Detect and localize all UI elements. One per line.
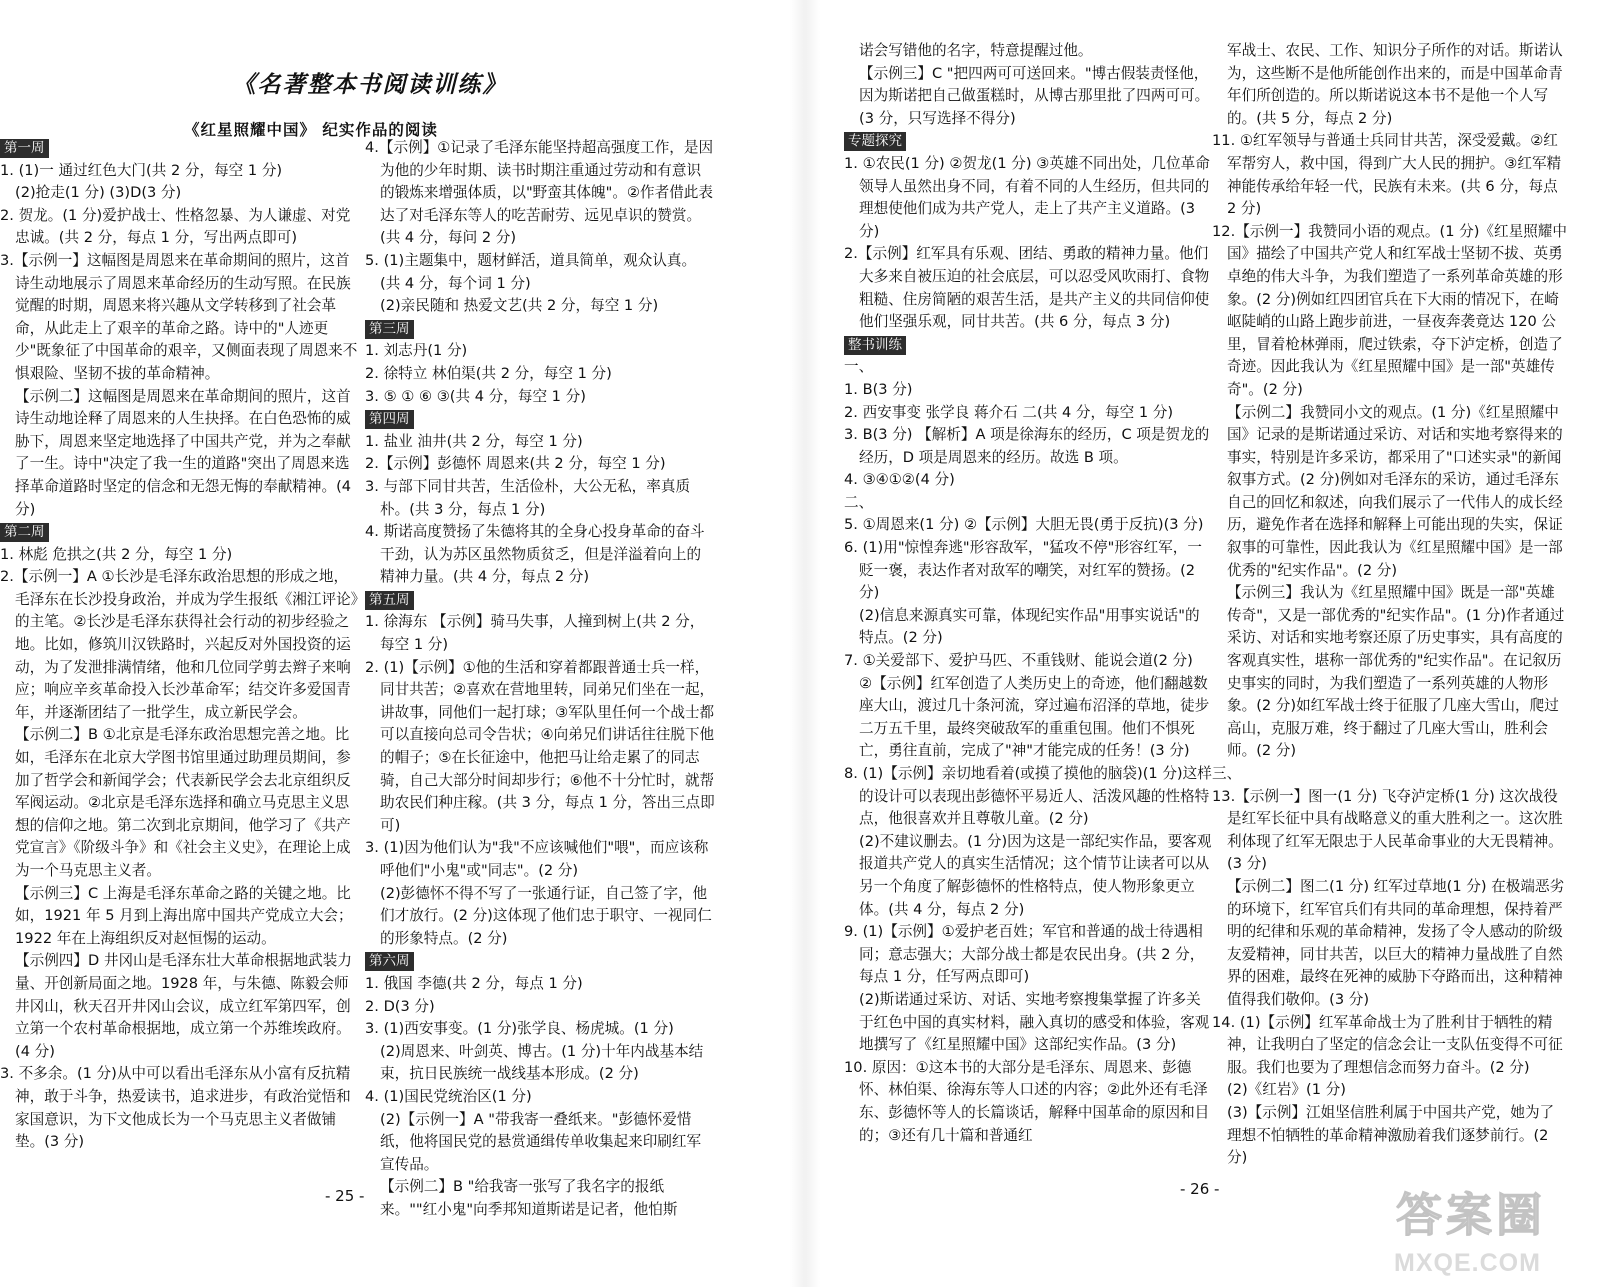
answer-subitem: 军战士、农民、工作、知识分子所作的对话。斯诺认为，这些断不是他所能创作出来的，而是中国革命青年们所创造的。所以斯诺说这本书不是他一个人写的。(共 5 分，每点 2 分) xyxy=(1227,42,1563,127)
answer-item: 3. B(3 分) 【解析】A 项是徐海东的经历，C 项是贺龙的经历，D 项是周恩来的经历。故选 B 项。 xyxy=(844,426,1210,466)
answer-item: 1. 徐海东 【示例】骑马失事，人撞到树上(共 2 分，每空 1 分) xyxy=(365,613,705,654)
week-section-label: 第五周 xyxy=(365,591,414,610)
week-section-label: 第六周 xyxy=(365,952,414,971)
answer-subitem: (2)信息来源真实可靠，体现纪实作品"用事实说话"的特点。(2 分) xyxy=(859,606,1200,647)
answer-item: 2.【示例】彭德怀 周恩来(共 2 分，每空 1 分) xyxy=(365,455,666,473)
answer-item: 12.【示例一】我赞同小语的观点。(1 分)《红星照耀中国》描绘了中国共产党人和红军战士坚韧不拔、英勇卓绝的伟大斗争，为我们塑造了一系列革命英雄的形象。(2 分)例如红四团官兵在下大雨的情况下，在崎岖陡峭的山路上跑步前进，一昼夜奔袭竟达 120 公里，冒着枪林弹雨，爬过铁索，夺下泸定桥，创造了奇迹。因此我认为《红星照耀中国》是一部"英雄传奇"。(2 分) xyxy=(1212,222,1567,398)
answer-item: 2.【示例一】A ①长沙是毛泽东政治思想的形成之地，毛泽东在长沙投身政治，并成为学生报纸《湘江评论》的主笔。②长沙是毛泽东获得社会行动的初步经验之地。比如，修筑川汉铁路时，兴起反对外国投资的运动，为了发泄排满情绪，他和几位同学剪去辫子来响应；响应辛亥革命投入长沙革命军；结交许多爱国青年，并逐渐团结了一批学生，成立新民学会。 xyxy=(0,568,358,721)
answer-item: 2. D(3 分) xyxy=(365,997,435,1015)
answer-item: 11. ①红军领导与普通士兵同甘共苦，深受爱戴。②红军帮穷人，救中国，得到广大人民的拥护。③红军精神能传承给年轻一代，民族有未来。(共 6 分，每点 2 分) xyxy=(1212,132,1562,218)
answer-item: 2. (1)【示例】①他的生活和穿着都跟普通士兵一样，同甘共苦；②喜欢在营地里转，同弟兄们坐在一起，讲故事，同他们一起打球；③军队里任何一个战士都可以直接向总司令告状；④向弟兄们讲话往往脱下他的帽子；⑤在长征途中，他把马让给走累了的同志骑，自己大部分时间却步行；⑥他不十分忙时，就帮助农民们种庄稼。(共 3 分，每点 1 分，答出三点即可) xyxy=(365,658,715,834)
answer-item: 2. 徐特立 林伯渠(共 2 分，每空 1 分) xyxy=(365,364,612,382)
book-gutter xyxy=(790,0,820,1287)
page-number: - 25 - xyxy=(325,1187,365,1205)
answer-item: 6. (1)用"惊惶奔逃"形容敌军，"猛攻不停"形容红军，一贬一褒，表达作者对敌军的嘲笑，对红军的赞扬。(2 分) xyxy=(844,539,1202,602)
answer-subitem: (2)《红岩》(1 分) xyxy=(1227,1081,1346,1099)
page-number: - 26 - xyxy=(1180,1180,1220,1198)
answer-subitem: (2)【示例一】A "带我寄一叠纸来。"彭德怀爱惜纸，他将国民党的悬赏通缉传单收集起来印刷红军宣传品。 xyxy=(380,1110,702,1173)
watermark-url: MXQE.COM xyxy=(1394,1249,1541,1277)
answer-item: 3. (1)因为他们认为"我"不应该喊他们"喂"，而应该称呼他们"小鬼"或"同志"。(2 分) xyxy=(365,839,709,879)
answer-item: 14. (1)【示例】红军革命战士为了胜利甘于牺牲的精神，让我明白了坚定的信念会让一支队伍变得不可征服。我们也要为了理想信念而努力奋斗。(2 分) xyxy=(1212,1013,1563,1076)
answer-item: 1. 盐业 油井(共 2 分，每空 1 分) xyxy=(365,432,583,450)
week-section-label: 第四周 xyxy=(365,410,414,429)
answer-subitem: 【示例二】图二(1 分) 红军过草地(1 分) 在极端恶劣的环境下，红军官兵们有共同的革命理想，保持着严明的纪律和乐观的革命精神，发扬了令人感动的阶级友爱精神，同甘共苦，以巨大的精神力量战胜了自然界的困难，最终在死神的威胁下夺路而出，这种精神值得我们敬仰。(3 分) xyxy=(1227,877,1565,1008)
answer-subitem: (2)周恩来、叶剑英、博古。(1 分)十年内战基本结束，抗日民族统一战线基本形成。(2 分) xyxy=(380,1042,704,1083)
answer-subitem: 【示例二】B "给我寄一张写了我名字的报纸来。""红小鬼"向季邦知道斯诺是记者，他怕斯 xyxy=(380,1178,678,1218)
answer-subitem: (2)亲民随和 热爱文艺(共 2 分，每空 1 分) xyxy=(380,297,659,315)
week-section-label: 整书训练 xyxy=(844,336,906,355)
answer-item: 3. 不多余。(1 分)从中可以看出毛泽东从小富有反抗精神，敢于斗争，热爱读书，追求进步，有政治觉悟和家国意识，为下文他成长为一个马克思主义者做铺垫。(3 分) xyxy=(0,1065,351,1151)
answer-item: 2. 西安事变 张学良 蒋介石 二(共 4 分，每空 1 分) xyxy=(844,403,1174,421)
answer-item: 3. 与部下同甘共苦，生活俭朴，大公无私，率真质朴。(共 3 分，每点 1 分) xyxy=(365,477,691,518)
answer-item: 9. (1)【示例】①爱护老百姓；军官和普通的战士待遇相同；意志强大；大部分战士都是农民出身。(共 2 分，每点 1 分，任写两点即可) xyxy=(844,923,1205,986)
answer-item: 4.【示例】①记录了毛泽东能坚持超高强度工作，是因为他的少年时期、读书时期注重通过劳动和有意识的锻炼来增强体质，以"野蛮其体魄"。②作者借此表达了对毛泽东等人的吃苦耐劳、远见卓识的赞赏。(共 4 分，每问 2 分) xyxy=(365,139,714,247)
watermark-logo xyxy=(1376,1167,1596,1287)
answer-subitem: (2)斯诺通过采访、对话、实地考察搜集掌握了许多关于红色中国的真实材料，融入真切的感受和体验，客观地撰写了《红星照耀中国》这部纪实作品。(3 分) xyxy=(859,990,1210,1054)
answer-item: 1. 俄国 李德(共 2 分，每点 1 分) xyxy=(365,974,583,992)
answer-item: 4. (1)国民党统治区(1 分) xyxy=(365,1087,532,1105)
answer-subitem: ②【示例】红军创造了人类历史上的奇迹，他们翻越数座大山，渡过几十条河流，穿过遍布沼泽的草地，徒步二万五千里，最终突破敌军的重重包围。他们不惧死亡，勇往直前，完成了"神"才能完成的任务！(3 分) xyxy=(859,674,1210,760)
answer-item: 1. (1)一 通过红色大门(共 2 分，每空 1 分) xyxy=(0,161,283,179)
answer-item: 3. (1)西安事变。(1 分)张学良、杨虎城。(1 分) xyxy=(365,1020,674,1038)
right-column-1 xyxy=(844,40,1214,1147)
section-subtitle: 《红星照耀中国》 纪实作品的阅读 xyxy=(184,121,438,139)
part-heading: 三、 xyxy=(1212,765,1242,782)
answer-item: 4. ③④①②(4 分) xyxy=(844,471,955,489)
left-column-1 xyxy=(0,137,360,1154)
answer-item: 3. ⑤ ① ⑥ ③(共 4 分，每空 1 分) xyxy=(365,387,586,405)
answer-item: 10. 原因：①这本书的大部分是毛泽东、周恩来、彭德怀、林伯渠、徐海东等人口述的内容；②此外还有毛泽东、彭德怀等人的长篇谈话，解释中国革命的原因和目的；③还有几十篇和普通红 xyxy=(844,1058,1210,1144)
answer-item: 1. 刘志丹(1 分) xyxy=(365,342,468,360)
right-page xyxy=(820,0,1600,1287)
answer-item: 3.【示例一】这幅图是周恩来在革命期间的照片，这首诗生动地展示了周恩来革命经历的生动写照。在民族觉醒的时期，周恩来将兴趣从文学转移到了社会革命，从此走上了艰辛的革命之路。诗中的"人迹更少"既象征了中国革命的艰辛，又侧面表现了周恩来不惧艰险、坚韧不拔的革命精神。 xyxy=(0,251,358,382)
answer-subitem: (3)【示例】江姐坚信胜利属于中国共产党，她为了理想不怕牺牲的革命精神激励着我们逐梦前行。(2 分) xyxy=(1227,1103,1555,1167)
answer-item: 7. ①关爱部下、爱护马匹、不重钱财、能说会道(2 分) xyxy=(844,652,1193,670)
week-section-label: 第三周 xyxy=(365,320,414,339)
answer-item: 8. (1)【示例】亲切地看着(或摸了摸他的脑袋)(1 分)这样的设计可以表现出彭德怀平易近人、活泼风趣的性格特点，他很喜欢并且尊敬儿童。(2 分) xyxy=(844,765,1212,828)
answer-item: 13.【示例一】图一(1 分) 飞夺泸定桥(1 分) 这次战役是红军长征中具有战略意义的重大胜利之一。这次胜利体现了红军无限忠于人民革命事业的大无畏精神。(3 分) xyxy=(1212,787,1563,873)
answer-subitem: (2)不建议删去。(1 分)因为这是一部纪实作品，要客观报道共产党人的真实生活情况；这个情节让读者可以从另一个角度了解彭德怀的性格特点，使人物形象更立体。(共 4 分，每点 2 分) xyxy=(859,832,1212,918)
part-heading: 一、 xyxy=(844,358,874,376)
answer-subitem: 【示例四】D 井冈山是毛泽东壮大革命根据地武装力量、开创新局面之地。1928 年，与朱德、陈毅会师井冈山，秋天召开井冈山会议，成立红军第四军，创立第一个农村革命根据地，成立第一个苏维埃政府。(4 分) xyxy=(15,952,352,1060)
answer-subitem: 【示例二】这幅图是周恩来在革命期间的照片，这首诗生动地诠释了周恩来的人生抉择。在白色恐怖的威胁下，周恩来坚定地选择了中国共产党，并为之奉献了一生。诗中"决定了我一生的道路"突出了周恩来选择革命道路时坚定的信念和无怨无悔的奉献精神。(4 分) xyxy=(15,387,352,518)
answer-subitem: 【示例二】我赞同小文的观点。(1 分)《红星照耀中国》记录的是斯诺通过采访、对话和实地考察得来的事实，特别是许多采访，都采用了"口述实录"的新闻叙事方式。(2 分)例如对毛泽东的采访，通过毛泽东自己的回忆和叙述，向我们展示了一代伟人的成长经历，避免作者在选择和解释上可能出现的失实，保证叙事的可靠性，因此我认为《红星照耀中国》是一部优秀的"纪实作品"。(2 分) xyxy=(1227,403,1563,579)
left-column-2 xyxy=(365,137,715,1222)
page-title: 《名著整本书阅读训练》 xyxy=(232,71,508,98)
answer-subitem: 诺会写错他的名字，特意提醒过他。 xyxy=(859,42,1093,59)
watermark-title: 答案圈 xyxy=(1396,1188,1546,1242)
answer-item: 5. ①周恩来(1 分) ②【示例】大胆无畏(勇于反抗)(3 分) xyxy=(844,516,1204,534)
left-page xyxy=(0,0,790,1287)
answer-subitem: (2)彭德怀不得不写了一张通行证，自己签了字，他们才放行。(2 分)这体现了他们忠于职守、一视同仁的形象特点。(2 分) xyxy=(380,884,712,947)
right-column-2 xyxy=(1212,40,1567,1170)
answer-subitem: 【示例三】C "把四两可可送回来。"博古假装责怪他，因为斯诺把自己做蛋糕时，从博古那里批了四两可可。(3 分，只写选择不得分) xyxy=(859,64,1210,127)
answer-item: 4. 斯诺高度赞扬了朱德将其的全身心投身革命的奋斗干劲，认为苏区虽然物质贫乏，但是洋溢着向上的精神力量。(共 4 分，每点 2 分) xyxy=(365,523,705,586)
answer-item: 1. 林彪 危拱之(共 2 分，每空 1 分) xyxy=(0,545,233,563)
answer-item: 1. B(3 分) xyxy=(844,380,913,398)
answer-subitem: 【示例三】C 上海是毛泽东革命之路的关键之地。比如，1921 年 5 月到上海出席中国共产党成立大会；1922 年在上海组织反对赵恒惕的运动。 xyxy=(15,884,353,947)
week-section-label: 专题探究 xyxy=(844,132,906,151)
answer-subitem: 【示例二】B ①北京是毛泽东政治思想完善之地。比如，毛泽东在北京大学图书馆里通过助理员期间，参加了哲学会和新闻学会；代表新民学会去北京组织反军阀运动。②北京是毛泽东选择和确立马克思主义思想的信仰之地。第二次到北京期间，他学习了《共产党宣言》《阶级斗争》和《社会主义史》，在理论上成为一个马克思主义者。 xyxy=(15,726,351,879)
answer-item: 2.【示例】红军具有乐观、团结、勇敢的精神力量。他们大多来自被压迫的社会底层，可以忍受风吹雨打、食物粗糙、住房简陋的艰苦生活，是共产主义的共同信仰使他们坚强乐观，同甘共苦。(共 6 分，每点 3 分) xyxy=(844,245,1210,331)
week-section-label: 第一周 xyxy=(0,139,49,158)
answer-subitem: (2)抢走(1 分) (3)D(3 分) xyxy=(15,184,182,202)
answer-subitem: 【示例三】我认为《红星照耀中国》既是一部"英雄传奇"，又是一部优秀的"纪实作品"。(1 分)作者通过采访、对话和实地考察还原了历史事实，具有高度的客观真实性，堪称一部优秀的"纪实作品"。在记叙历史事实的同时，为我们塑造了一系列英雄的人物形象。(2 分)如红军战士终于征服了几座大雪山，爬过高山，克服万难，终于翻过了几座大雪山，胜利会师。(2 分) xyxy=(1227,584,1565,760)
part-heading: 二、 xyxy=(844,493,874,511)
week-section-label: 第二周 xyxy=(0,523,49,542)
answer-item: 1. ①农民(1 分) ②贺龙(1 分) ③英雄不同出处，几位革命领导人虽然出身不同，有着不同的人生经历，但共同的理想使他们成为共产党人，走上了共产主义道路。(3 分) xyxy=(844,154,1210,240)
answer-item: 5. (1)主题集中，题材鲜活，道具简单，观众认真。(共 4 分，每个词 1 分) xyxy=(365,251,697,292)
answer-item: 2. 贺龙。(1 分)爱护战士、性格忽暴、为人谦虚、对党忠诚。(共 2 分，每点 1 分，写出两点即可) xyxy=(0,206,351,247)
